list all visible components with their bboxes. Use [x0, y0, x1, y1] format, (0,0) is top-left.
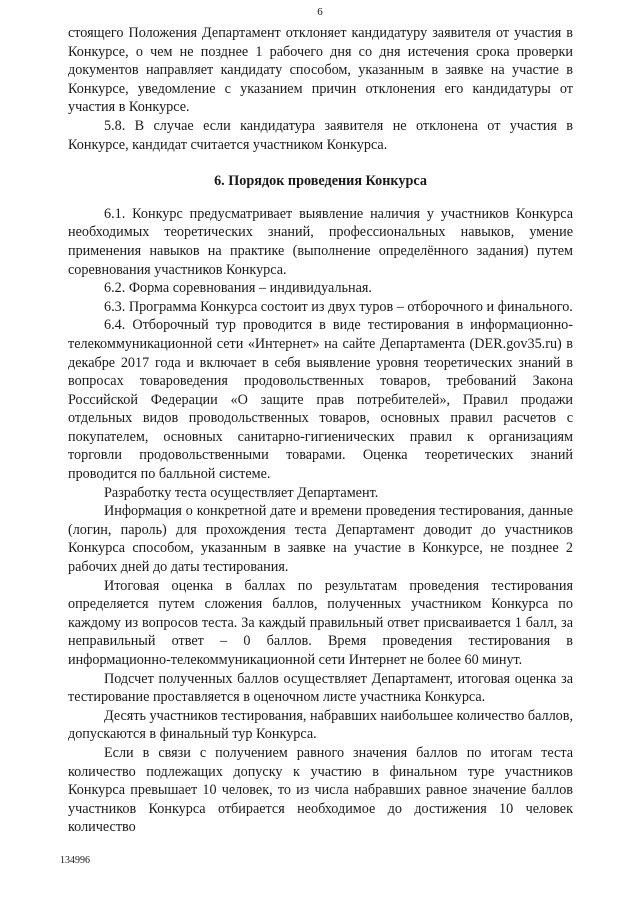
paragraph: стоящего Положения Департамент отклоняет кандидатуру заявителя от участия в Конкурсе, о чем не позднее 1 рабочего дня со дня истечения срока проверки документов направляет кандидату способом, указанным в заявке на участие в Конкурсе, уведомление с указанием причин отклонения его кандидатуры от участия в Конкурсе.: [68, 25, 573, 116]
paragraph: 6.1. Конкурс предусматривает выявление наличия у участников Конкурса необходимых теоретических знаний, профессиональных навыков, умение применения навыков на практике (выполнение определённого задания) путем соревнования участников Конкурса.: [68, 205, 573, 278]
paragraph: Итоговая оценка в баллах по результатам проведения тестирования определяется путем сложения баллов, полученных участником Конкурса по каждому из вопросов теста. За каждый правильный ответ присваивается 1 балл, за неправильный ответ – 0 баллов. Время проведения тестирования в информационно-телекоммуникационной сети Интернет не более 60 минут.: [68, 577, 573, 668]
paragraph: 6.2. Форма соревнования – индивидуальная.: [104, 280, 372, 297]
paragraph: Разработку теста осуществляет Департамент.: [104, 484, 379, 501]
paragraph: Информация о конкретной дате и времени проведения тестирования, данные (логин, пароль) для прохождения теста Департамент доводит до участников Конкурса способом, указанным в заявке на участие в Конкурсе, не позднее 2 рабочих дней до даты тестирования.: [68, 503, 573, 576]
paragraph: Десять участников тестирования, набравших наибольшее количество баллов, допускаются в финальный тур Конкурса.: [68, 707, 573, 743]
page-number: 6: [317, 6, 323, 18]
document-code: 134996: [60, 855, 90, 866]
paragraph: Подсчет полученных баллов осуществляет Департамент, итоговая оценка за тестирование проставляется в оценочном листе участника Конкурса.: [68, 670, 573, 706]
paragraph: 5.8. В случае если кандидатура заявителя не отклонена от участия в Конкурсе, кандидат считается участником Конкурса.: [68, 117, 573, 153]
paragraph: Если в связи с получением равного значения баллов по итогам теста количество подлежащих допуску к участию в финальном туре участников Конкурса превышает 10 человек, то из числа набравших равное значение баллов участников Конкурса отбирается необходимое до достижения 10 человек количество: [68, 744, 573, 836]
paragraph: 6.3. Программа Конкурса состоит из двух туров – отборочного и финального.: [104, 298, 573, 315]
paragraph: 6.4. Отборочный тур проводится в виде тестирования в информационно-телекоммуникационной сети «Интернет» на сайте Департамента (DER.gov35.ru) в декабре 2017 года и включает в себя выявление уровня теоретических знаний в вопросах товароведения продовольственных товаров, требований Закона Российской Федерации «О защите прав потребителей», Правил продажи отдельных видов проводольственных товаров, основных правил расчетов с покупателем, основных санитарно-гигиенических правил к организациям торговли продовольственными товарами. Оценка теоретических знаний проводится по балльной системе.: [68, 317, 573, 483]
document-body: [68, 24, 573, 837]
section-heading: 6. Порядок проведения Конкурса: [214, 173, 427, 190]
